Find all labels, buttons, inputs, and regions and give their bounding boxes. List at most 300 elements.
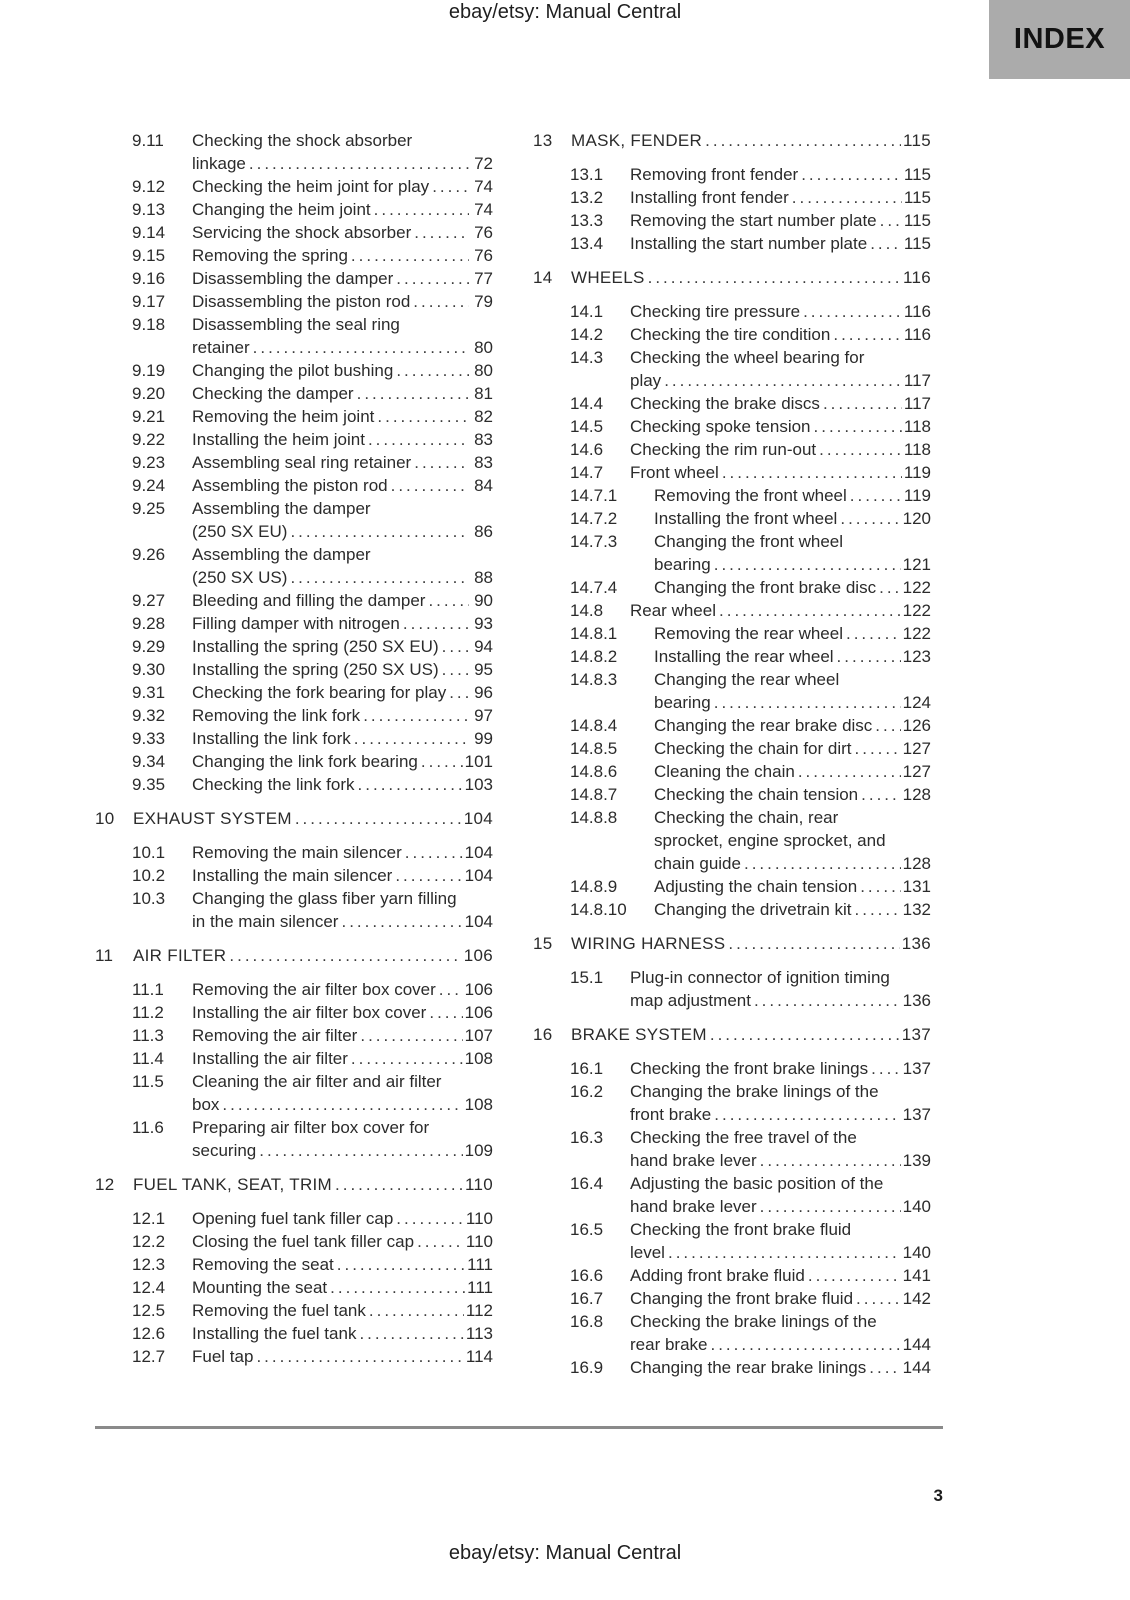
toc-entry-number: 14.7.3 [570,532,618,551]
toc-entry-page: 139 [902,1151,931,1170]
toc-entry-title-line: Checking the free travel of the [630,1128,857,1147]
toc-entry-last-line [654,507,931,530]
toc-leader-dots [833,323,902,346]
toc-entry-body [630,1172,931,1218]
toc-entry [95,1322,493,1345]
toc-entry-page: 96 [474,683,493,702]
toc-entry [95,841,493,864]
toc-entry-body [654,760,931,783]
page-number: 3 [933,1486,943,1505]
toc-entry-last-line [630,415,931,438]
toc-entry-last-line [654,714,931,737]
toc-entry-body [192,887,493,933]
toc-leader-dots [414,221,469,244]
toc-entry-title: Installing the heim joint [192,430,365,449]
toc-entry-number: 9.26 [132,545,166,564]
toc-leader-dots [710,1023,900,1046]
toc-leader-dots [357,382,469,405]
toc-entry [95,589,493,612]
toc-entry-last-line [654,622,931,645]
toc-entry-title: AIR FILTER [133,946,227,965]
toc-entry [95,497,493,543]
toc-entry-last-line [630,323,931,346]
toc-entry-page: 104 [464,843,493,862]
toc-entry-title-line: Assembling the damper [192,545,371,564]
toc-entry-last-line [630,163,931,186]
toc-entry-body [654,806,931,875]
toc-entry-last-line [630,1057,931,1080]
toc-leader-dots [414,451,469,474]
toc-entry-body [133,1173,493,1196]
toc-entry-page: 122 [902,624,931,643]
toc-entry-last-line [192,1001,493,1024]
toc-entry-body [192,1024,493,1047]
toc-column-right [533,129,931,1379]
toc-entry-body [630,1287,931,1310]
toc-entry-title: Installing the main silencer [192,866,393,885]
toc-entry-body [654,783,931,806]
toc-entry [533,898,931,921]
toc-leader-dots [840,507,900,530]
toc-entry-body [654,484,931,507]
toc-entry-page: 137 [902,1105,931,1124]
toc-entry-last-line [630,232,931,255]
footer-divider [95,1426,943,1429]
toc-entry [533,346,931,392]
toc-entry-body [192,681,493,704]
toc-entry-number: 14.1 [570,302,604,321]
toc-leader-dots [351,1047,463,1070]
toc-entry-title: Checking the damper [192,384,354,403]
toc-entry-title-line: Adjusting the basic position of the [630,1174,884,1193]
toc-entry-last-line [192,1345,493,1368]
toc-entry-title: Changing the rear brake linings [630,1358,867,1377]
toc-entry-page: 86 [474,522,493,541]
index-tab-label: INDEX [1013,23,1106,55]
toc-entry [95,129,493,175]
toc-entry-body [192,1207,493,1230]
toc-entry-page: 76 [474,223,493,242]
toc-entry-title: Changing the drivetrain kit [654,900,852,919]
toc-entry [533,760,931,783]
toc-entry-number: 14.8.1 [570,624,618,643]
toc-entry-title-line: Checking the brake linings of the [630,1312,877,1331]
toc-entry-last-line [630,1356,931,1379]
toc-entry-body [571,266,931,289]
toc-leader-dots [871,1057,900,1080]
toc-leader-dots [359,1322,463,1345]
toc-entry-page: 97 [474,706,493,725]
toc-entry [95,681,493,704]
toc-entry-number: 14.2 [570,325,604,344]
toc-entry-title: Checking the chain tension [654,785,859,804]
toc-entry-body [630,323,931,346]
toc-entry [533,530,931,576]
toc-entry-body [654,898,931,921]
toc-leader-dots [714,553,901,576]
toc-entry [95,978,493,1001]
toc-entry-body [630,392,931,415]
toc-entry-body [630,461,931,484]
toc-entry-number: 9.14 [132,223,166,242]
toc-leader-dots [798,760,901,783]
toc-entry-page: 111 [467,1278,493,1297]
toc-entry-body [192,543,493,589]
toc-leader-dots [341,910,462,933]
toc-entry [95,1070,493,1116]
toc-column-left [95,129,493,1368]
toc-entry-number: 16.4 [570,1174,604,1193]
toc-entry-title-line: Disassembling the seal ring [192,315,400,334]
toc-entry-number: 12.4 [132,1278,166,1297]
toc-leader-dots [814,415,902,438]
toc-entry-number: 9.33 [132,729,166,748]
toc-entry-page: 122 [902,578,931,597]
toc-entry-body [192,474,493,497]
toc-entry-last-line [192,910,493,933]
toc-entry-body [571,1023,931,1046]
toc-entry-title-line: Checking the front brake fluid [630,1220,852,1239]
toc-entry-number: 13.2 [570,188,604,207]
toc-leader-dots [449,681,469,704]
toc-entry-title: chain guide [654,854,741,873]
toc-entry-last-line [654,645,931,668]
toc-entry-page: 115 [903,165,931,184]
toc-entry-page: 82 [474,407,493,426]
toc-entry-title: Checking the brake discs [630,394,820,413]
toc-entry-page: 131 [902,877,931,896]
toc-entry-last-line [192,1276,493,1299]
toc-entry-title: FUEL TANK, SEAT, TRIM [133,1175,333,1194]
toc-entry-body [654,737,931,760]
toc-entry-body [630,186,931,209]
toc-entry-title: Checking spoke tension [630,417,811,436]
toc-entry-title: Installing the spring (250 SX EU) [192,637,439,656]
toc-entry-page: 115 [903,234,931,253]
toc-entry-page: 76 [474,246,493,265]
page-header-title: ebay/etsy: Manual Central [448,1,682,23]
toc-entry [533,1023,931,1046]
toc-entry-number: 14.8.6 [570,762,618,781]
toc-entry-last-line [192,520,493,543]
toc-entry-number: 11.5 [132,1072,164,1091]
toc-entry-page: 116 [903,325,931,344]
toc-entry-body [192,727,493,750]
toc-entry-number: 9.20 [132,384,166,403]
toc-entry [533,1126,931,1172]
toc-entry-number: 9.11 [132,131,164,150]
toc-entry-last-line [192,978,493,1001]
toc-leader-dots [253,336,469,359]
toc-entry-last-line [630,392,931,415]
toc-entry-title: Changing the pilot bushing [192,361,394,380]
toc-entry-body [192,612,493,635]
toc-leader-dots [861,783,900,806]
toc-entry [95,1253,493,1276]
toc-entry-last-line [630,1287,931,1310]
toc-entry [95,1230,493,1253]
toc-entry-number: 13.4 [570,234,604,253]
toc-entry-page: 127 [902,739,931,758]
toc-entry-title: Removing the air filter [192,1026,358,1045]
toc-entry-title: Removing the spring [192,246,348,265]
toc-entry [533,737,931,760]
toc-entry-page: 110 [464,1175,493,1194]
toc-entry [95,1047,493,1070]
toc-leader-dots [879,576,901,599]
toc-entry-page: 81 [474,384,493,403]
toc-entry [95,887,493,933]
toc-entry-title: map adjustment [630,991,751,1010]
toc-entry-last-line [630,1195,931,1218]
toc-entry-page: 115 [902,131,931,150]
toc-entry-last-line [192,589,493,612]
toc-entry-body [192,635,493,658]
toc-entry-page: 94 [474,637,493,656]
toc-entry-body [192,704,493,727]
toc-entry-body [192,451,493,474]
toc-leader-dots [856,1287,901,1310]
toc-entry-last-line [630,599,931,622]
toc-entry-last-line [192,474,493,497]
toc-entry-page: 117 [903,394,931,413]
toc-leader-dots [358,773,463,796]
toc-entry-title-line: Assembling the damper [192,499,371,518]
toc-entry-page: 79 [474,292,493,311]
toc-entry-page: 106 [464,1003,493,1022]
toc-entry-title: WHEELS [571,268,645,287]
toc-entry-last-line [654,760,931,783]
toc-leader-dots [229,944,461,967]
toc-leader-dots [439,978,463,1001]
toc-entry-number: 9.12 [132,177,166,196]
toc-entry-number: 9.29 [132,637,166,656]
toc-entry-title: Checking the rim run-out [630,440,817,459]
toc-entry-number: 10.1 [132,843,166,862]
toc-entry-page: 142 [902,1289,931,1308]
toc-entry-last-line [192,1230,493,1253]
toc-entry-page: 103 [464,775,493,794]
toc-leader-dots [823,392,902,415]
toc-entry-number: 9.31 [132,683,166,702]
toc-entry-page: 128 [902,785,931,804]
toc-entry-last-line [630,209,931,232]
toc-entry [95,405,493,428]
toc-entry-page: 90 [474,591,493,610]
toc-entry-last-line [133,807,493,830]
toc-entry-page: 140 [902,1197,931,1216]
toc-entry [95,704,493,727]
toc-entry-title: Removing the fuel tank [192,1301,366,1320]
toc-entry [533,1080,931,1126]
toc-entry-body [192,405,493,428]
toc-entry-number: 12.3 [132,1255,166,1274]
toc-entry-page: 115 [903,188,931,207]
toc-entry [95,1024,493,1047]
toc-entry-body [192,1001,493,1024]
toc-entry-last-line [571,129,931,152]
toc-entry-title: Installing the link fork [192,729,351,748]
toc-entry-last-line [192,658,493,681]
toc-entry-title: Installing the air filter box cover [192,1003,427,1022]
toc-entry-last-line [192,359,493,382]
toc-entry-title: Checking the front brake linings [630,1059,869,1078]
toc-entry-number: 14.6 [570,440,604,459]
toc-entry-page: 80 [474,361,493,380]
toc-leader-dots [808,1264,901,1287]
toc-entry-page: 126 [902,716,931,735]
toc-entry-title: Rear wheel [630,601,716,620]
toc-entry-number: 16.1 [570,1059,604,1078]
toc-entry-body [192,1322,493,1345]
toc-entry-body [630,1057,931,1080]
toc-entry-title: Installing the spring (250 SX US) [192,660,439,679]
toc-leader-dots [249,152,469,175]
toc-leader-dots [668,1241,901,1264]
toc-entry-last-line [192,336,493,359]
toc-entry-title: Installing the start number plate [630,234,868,253]
toc-entry [533,668,931,714]
toc-entry-body [192,1047,493,1070]
toc-entry-number: 14.8.8 [570,808,618,827]
toc-entry-title: Removing the link fork [192,706,361,725]
toc-entry-last-line [630,1241,931,1264]
toc-entry-title: bearing [654,693,711,712]
toc-leader-dots [850,484,902,507]
toc-entry-page: 101 [464,752,493,771]
toc-entry-title: Removing the rear wheel [654,624,843,643]
toc-leader-dots [432,175,469,198]
toc-leader-dots [374,198,469,221]
toc-entry-last-line [571,1023,931,1046]
toc-entry [95,727,493,750]
toc-entry-body [192,1253,493,1276]
toc-leader-dots [403,612,469,635]
toc-entry-page: 123 [902,647,931,666]
toc-entry-title: Bleeding and filling the damper [192,591,426,610]
toc-entry-number: 13 [533,131,553,150]
toc-entry-title-line: Changing the glass fiber yarn filling [192,889,457,908]
toc-entry-page: 106 [464,980,493,999]
toc-entry-page: 106 [463,946,493,965]
toc-leader-dots [295,807,462,830]
toc-entry-title: Checking the fork bearing for play [192,683,447,702]
toc-entry-last-line [654,898,931,921]
toc-entry-last-line [133,944,493,967]
toc-entry-number: 9.23 [132,453,166,472]
toc-entry-number: 11.6 [132,1118,164,1137]
toc-entry-number: 14.7.1 [570,486,618,505]
toc-entry-page: 118 [903,417,931,436]
toc-entry-page: 120 [902,509,931,528]
toc-leader-dots [396,267,469,290]
toc-entry [533,1310,931,1356]
toc-entry-body [192,658,493,681]
toc-entry-number: 13.1 [570,165,604,184]
toc-entry-title: Closing the fuel tank filler cap [192,1232,415,1251]
toc-entry-body [630,1218,931,1264]
toc-entry-number: 14.8.10 [570,900,627,919]
toc-entry-body [192,1230,493,1253]
toc-entry-last-line [192,267,493,290]
toc-entry-page: 121 [902,555,931,574]
toc-entry-number: 16 [533,1025,553,1044]
toc-entry-title: Mounting the seat [192,1278,328,1297]
toc-leader-dots [722,461,902,484]
toc-entry-title: Removing the seat [192,1255,334,1274]
toc-entry-title: Disassembling the damper [192,269,394,288]
toc-entry-page: 128 [902,854,931,873]
toc-leader-dots [363,704,469,727]
toc-entry-title-line: Plug-in connector of ignition timing [630,968,890,987]
toc-entry-page: 110 [465,1209,493,1228]
toc-entry-number: 9.25 [132,499,166,518]
toc-entry [95,864,493,887]
toc-entry-title-line: Changing the brake linings of the [630,1082,879,1101]
toc-entry-page: 77 [474,269,493,288]
toc-leader-dots [222,1093,462,1116]
toc-entry-body [654,668,931,714]
toc-entry-page: 111 [467,1255,493,1274]
toc-entry-last-line [192,451,493,474]
toc-entry [533,438,931,461]
toc-leader-dots [744,852,901,875]
toc-entry-page: 137 [901,1025,931,1044]
toc-entry [95,474,493,497]
toc-entry-last-line [654,576,931,599]
toc-leader-dots [442,635,469,658]
toc-entry [533,932,931,955]
toc-entry-number: 16.9 [570,1358,604,1377]
toc-entry-number: 16.6 [570,1266,604,1285]
toc-entry-title: Disassembling the piston rod [192,292,411,311]
toc-entry-body [630,232,931,255]
toc-entry-title: Opening fuel tank filler cap [192,1209,394,1228]
toc-entry-title: Filling damper with nitrogen [192,614,400,633]
toc-entry-page: 88 [474,568,493,587]
toc-entry-page: 72 [474,154,493,173]
toc-entry [533,186,931,209]
toc-leader-dots [330,1276,465,1299]
toc-entry-title: Removing front fender [630,165,799,184]
toc-entry-title: Changing the link fork bearing [192,752,418,771]
toc-leader-dots [442,658,469,681]
toc-entry-last-line [630,461,931,484]
toc-leader-dots [860,875,900,898]
toc-entry-number: 11.3 [132,1026,164,1045]
toc-entry-body [192,1070,493,1116]
toc-leader-dots [396,1207,464,1230]
toc-leader-dots [837,645,901,668]
toc-entry-title: Cleaning the chain [654,762,795,781]
toc-entry-title: Removing the air filter box cover [192,980,436,999]
toc-entry-title: securing [192,1141,257,1160]
toc-leader-dots [335,1173,463,1196]
toc-leader-dots [369,1299,464,1322]
toc-entry-last-line [654,553,931,576]
toc-entry-body [630,966,931,1012]
toc-leader-dots [819,438,902,461]
toc-entry [533,163,931,186]
toc-entry-number: 14.8 [570,601,604,620]
toc-entry [95,244,493,267]
toc-entry-last-line [192,405,493,428]
toc-entry-body [192,267,493,290]
toc-leader-dots [428,589,469,612]
toc-leader-dots [855,898,901,921]
toc-entry-page: 112 [465,1301,493,1320]
toc-entry-last-line [192,1253,493,1276]
